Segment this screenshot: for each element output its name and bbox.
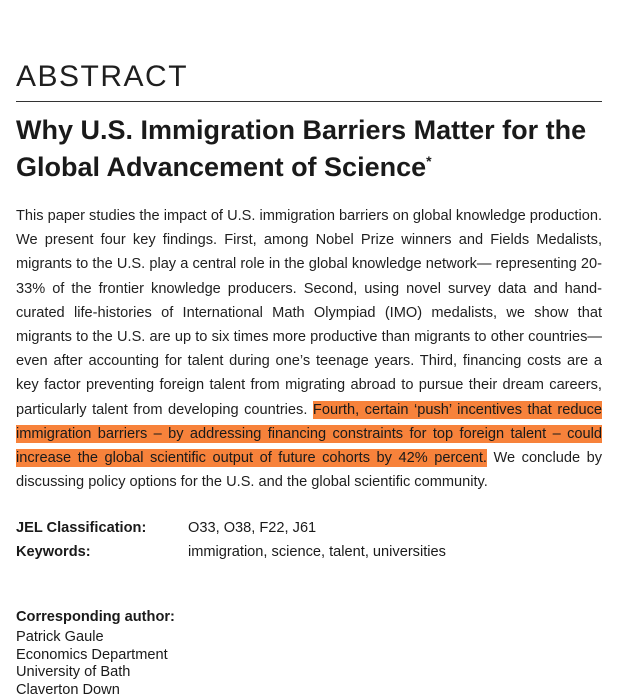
section-heading: ABSTRACT	[16, 60, 189, 93]
corresponding-author-address	[16, 629, 168, 699]
abstract-text: This paper studies the impact of U.S. immigration barriers on global knowledge production. We present four key findings. First, among Nobel Prize winners and Fields Medalists, migrants to the U.S. play a central role in the global knowledge network— representing 20-33% of the frontier knowledge producers. Second, using novel survey data and hand-curated life-histories of International Math Olympiad (IMO) medalists, we show that migrants to the U.S. are up to six times more productive than migrants to other countries—even after accounting for talent during one’s teenage years. Third, financing costs are a key factor preventing foreign talent from migrating abroad to pursue their dream careers, particularly talent from developing countries.	[16, 208, 602, 418]
keywords-label: Keywords:	[16, 544, 91, 560]
jel-label: JEL Classification:	[16, 520, 147, 536]
jel-value: O33, O38, F22, J61	[188, 520, 317, 536]
abstract-body	[16, 204, 602, 494]
corresponding-author-label: Corresponding author:	[16, 609, 175, 625]
abstract-text-end: We conclude by discussing policy options for the U.S. and the global scientific community.	[16, 450, 603, 491]
title-footnote-mark: *	[426, 153, 432, 169]
paper-title	[16, 112, 616, 186]
address-line: Economics Department	[16, 646, 168, 663]
keywords-value: immigration, science, talent, universities	[188, 544, 446, 560]
paper-title-text: Why U.S. Immigration Barriers Matter for the Global Advancement of Science	[16, 115, 587, 182]
address-line: University of Bath	[16, 664, 131, 680]
address-line: Claverton Down	[16, 681, 120, 698]
heading-rule	[16, 101, 602, 102]
abstract-highlight: Fourth, certain ‘push’ incentives that reduce immigration barriers – by addressing financing constraints for top foreign talent – could increase the global scientific output of future cohorts by 42% percent.	[16, 401, 602, 467]
address-line: Patrick Gaule	[16, 629, 104, 645]
